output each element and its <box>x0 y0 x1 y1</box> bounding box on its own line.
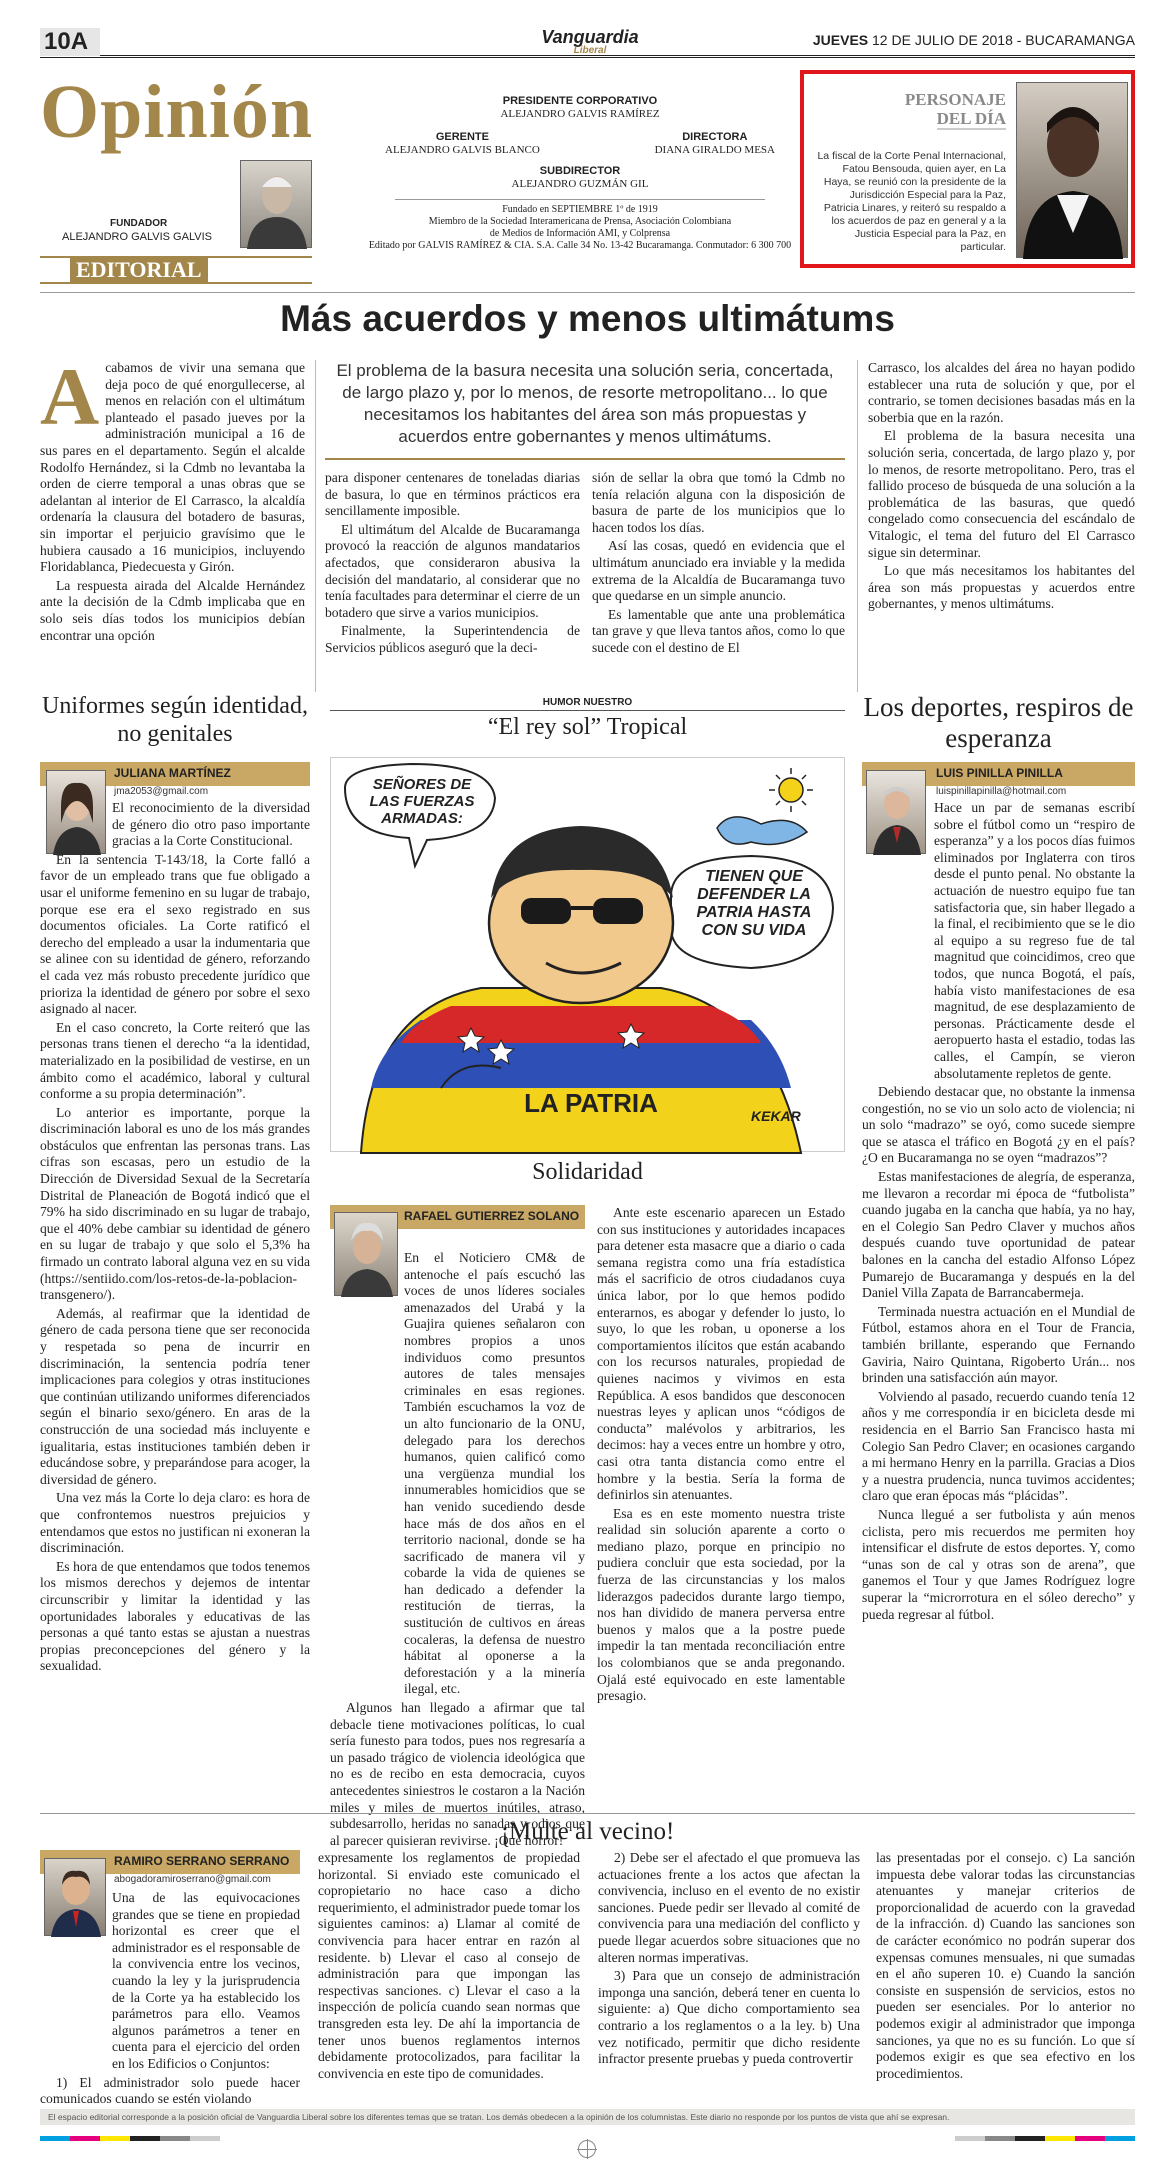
personaje-title-1: PERSONAJE <box>904 90 1006 109</box>
president-name: ALEJANDRO GALVIS RAMÍREZ <box>500 108 660 120</box>
paragraph: expresamente los reglamentos de propiedad horizontal. Si enviado este comunicado el copropietario no hace caso a dicho requerimiento, el administrador puede tomar los siguientes caminos: a) Llamar al comité de convivencia para hacer entrar en razón al residente. b) Llevar el caso al consejo de administración para que impongan las respectivas sanciones. c) Llevar el caso a la inspección de policía cuando sean normas que transgreden esta ley. De ahí la importancia de tener unos buenos reglamentos internos debidamente protocolizados, para facilitar la convivencia en este tipo de comunidades. <box>318 1850 580 2081</box>
paragraph: Esa es en este momento nuestra triste realidad sin solución aparente a corto o mediano plazo, porque en principio no pudiera concluir que esta sociedad, por la fuerza de las circunstancias y los malos liderazgos padecidos durante largo tiempo, nos han dividido de manera perversa entre buenos y malos que a la postre puede impedir la tan mentada reconciliación entre los colombianos que se anda pregonando. Ojalá esté equivocado en este lamentable presagio. <box>597 1505 845 1704</box>
paragraph: Lo anterior es importante, porque la discriminación laboral es uno de los más grandes obstáculos que enfrentan las personas trans. Las cifras son escasas, pero un estudio de la Dirección de Diversidad Sexual de la Secretaría Distrital de Planeación de Bogotá indicó que el 79% ha sido discriminado en su lugar de trabajo, que el 40% debe cambiar su identidad de género en su lugar de trabajo y que solo el 5,3% ha firmado un contrato laboral alguna vez en su vida (https://sentiido.com/los-retos-de-la-poblacion-transgenero/). <box>40 1104 310 1303</box>
founder-label: FUNDADOR <box>110 218 168 229</box>
paragraph: Una vez más la Corte lo deja claro: es hora de que confrontemos nuestros prejuicios y entendamos que estos no justifican ni exoneran la discriminación. <box>40 1490 310 1556</box>
uniformes-title: Uniformes según identidad, no genitales <box>42 693 308 747</box>
solidaridad-column-1 <box>330 1250 585 1848</box>
personaje-title <box>814 90 1006 130</box>
uniformes-author: JULIANA MARTÍNEZ <box>114 766 231 780</box>
editorial-dropcap: A <box>40 351 100 442</box>
editorial-pullquote <box>325 360 845 460</box>
paragraph: El problema de la basura necesita una solución seria, concertada, de largo plazo y, por lo menos, de resorte metropolitano. Pero, tras el fallido proceso de búsqueda de una solución a la problemática de las basuras, que quedó congelado como consecuencia del escándalo de Vitalogic, el tema del futuro del El Carrasco sigue sin determinar. <box>868 428 1135 560</box>
paragraph: 1) El administrador solo puede hacer comunicados cuando se estén violando <box>40 2074 300 2107</box>
caricatura-title: “El rey sol” Tropical <box>487 714 688 740</box>
paragraph: Debiendo destacar que, no obstante la inmensa congestión, no se vio un solo acto de violencia; ni un solo “madrazo” se oyó, como sucede siempre que se atasca el tráfico en Bogotá ¿y en el país? ¿O en Bucaramanga no se oyen “madrazos”? <box>862 1084 1135 1166</box>
personaje-del-dia <box>800 70 1135 268</box>
subdirector-name: ALEJANDRO GUZMÁN GIL <box>511 178 649 190</box>
editorial-pullquote-text: El problema de la basura necesita una solución seria, concertada, de largo plazo y, por lo menos, de resorte metropolitano... lo que necesitamos los habitantes del área son más propuestas y acuerdos entre gobernantes y menos ultimátums. <box>336 361 834 446</box>
paragraph: Una de las equivocaciones grandes que se tiene en propiedad horizontal es creer que el administrador es el responsable de la convivencia entre los vecinos, cuando la ley y la jurisprudencia de la Corte ya ha establecido los parámetros para ello. Veamos algunos parámetros a tener en cuenta para el ejercicio del orden en los Edificios o Conjuntos: <box>112 1890 300 2071</box>
page-header <box>40 28 1135 58</box>
paragraph: Lo que más necesitamos los habitantes del área son más propuestas y acuerdos entre gobernantes, y menos ultimátums. <box>868 563 1135 612</box>
paragraph: Volviendo al pasado, recuerdo cuando tenía 12 años y me correspondía ir en bicicleta desde mi residencia en el Barrio San Francisco hasta mi Colegio San Pedro Claver; en ocasiones cargando a mi hermano Henry en la parrilla. Gracias a Dios y a nuestra prudencia, nunca tuvimos accidentes; claro que eran épocas más “plácidas”. <box>862 1388 1135 1504</box>
multe-title: ¡Multe al vecino! <box>500 1818 675 1845</box>
uniformes-column <box>40 800 310 1810</box>
subdirector-label: SUBDIRECTOR <box>539 165 621 177</box>
masthead-staff <box>365 95 795 252</box>
date-day: JUEVES <box>812 32 869 48</box>
registration-mark-icon <box>578 2140 596 2158</box>
multe-author: RAMIRO SERRANO SERRANO <box>114 1854 290 1868</box>
page-date <box>813 32 1135 48</box>
paragraph: Es hora de que entendamos que todos tenemos los mismos derechos y dejemos de intentar circunscribir y limitar la identidad y las oportunidades laborales y educativas de las personas a qué tanto estas se ajustan a nuestras propias preconcepciones del género y la sexualidad. <box>40 1558 310 1674</box>
paragraph: Algunos han llegado a afirmar que tal debacle tiene motivaciones políticas, lo cual sería funesto para todos, pues nos regresaría a un pasado trágico de violencia ideológica que no es de recibo en esta democracia, cuyos antecedentes siniestros le costaron a la Nación miles y miles de muertos inútiles, atraso, subdesarrollo, heridas no sanadas y odios que al parecer quisieran revivirse. ¡Qué horror! <box>330 1700 585 1848</box>
personaje-title-2: DEL DÍA <box>936 109 1006 128</box>
solidaridad-author: RAFAEL GUTIERREZ SOLANO <box>404 1209 580 1223</box>
paragraph: Finalmente, la Superintendencia de Servicios públicos aseguró que la deci- <box>325 623 580 655</box>
paragraph: Terminada nuestra actuación en el Mundial de Fútbol, estamos ahora en el Tour de Francia, también brillante, esperando que Fernando Gaviria, Nairo Quintana, Rigoberto Urán... nos brinden una satisfacción aún mayor. <box>862 1303 1135 1386</box>
editorial-label: EDITORIAL <box>70 258 208 282</box>
paragraph: 3) Para que un consejo de administración imponga una sanción, deberá tener en cuenta lo siguiente: a) Que dicho comportamiento sea contrario a los reglamentos o a la ley. b) Una vez notificado, permitir que dicho residente infractor presente pruebas y pueda controvertir <box>598 1968 860 2067</box>
deportes-author: LUIS PINILLA PINILLA <box>936 766 1063 780</box>
paragraph: En el caso concreto, la Corte reiteró que las personas trans tienen el derecho “a la identidad, materializado en la posibilidad de vestirse, en un ámbito como el académico, laboral y cultural conforme a su propia determinación”. <box>40 1019 310 1102</box>
paragraph: Estas manifestaciones de alegría, de esperanza, me llevaron a recordar mi época de “futbolista” cuando jugaba en la cancha que había, ya no hay, en el Colegio San Pedro Claver y muchos años después cuando tuve oportunidad de patear balones en la cancha del estadio Alfonso López Pumarejo de Bucaramanga y después en la del Daniel Villa Zapata de Barrancabermeja. <box>862 1169 1135 1301</box>
editorial-column-1 <box>40 351 305 692</box>
divider <box>857 360 858 692</box>
paragraph: Es lamentable que ante una problemática tan grave y que lleva tantos años, como lo que sucede con el destino de El <box>592 606 845 655</box>
editorial-rule <box>40 292 1135 293</box>
page-number: 10A <box>40 28 100 56</box>
multe-rule <box>40 1813 1135 1814</box>
paragraph: Nunca llegué a ser futbolista y aún menos ciclista, pero mis recuerdos me permiten hoy intensificar el disfrute de estos deportes. Y, como “unas son de cal y otras son de arena”, que ganemos el Tour y que James Rodríguez logre superar la “microrrotura en el sóleo derecho” y pueda regresar al fútbol. <box>862 1506 1135 1622</box>
paragraph: 2) Debe ser el afectado el que promueva las actuaciones frente a los actos que afectan la convivencia, incluso en el evento de no existir sanciones. Puede pedir ser llevado al comité de convivencia para una mediación del conflicto y puede llegar acuerdos sobre situaciones que no alteren normas imperativas. <box>598 1850 860 1965</box>
brand-subname: Liberal <box>573 45 607 56</box>
editorial-tag <box>40 256 312 284</box>
paragraph: Así las cosas, quedó en evidencia que el ultimátum anunciado era inviable y la medida extrema de la Alcaldía de Bucaramanga tuvo que quedarse en un simple anuncio. <box>592 538 845 604</box>
personaje-portrait-icon <box>1017 83 1129 259</box>
solidaridad-column-2 <box>597 1205 845 1810</box>
personaje-text: La fiscal de la Corte Penal Internacional, Fatou Bensouda, quien ayer, en La Haya, se reunió con la presidente de la Jurisdicción Especial para la Paz, Patricia Linares, y reiteró su respaldo a los acuerdos de paz en general y a la Justicia Especial para la Paz, en particular. <box>817 150 1006 253</box>
editorial-column-4 <box>868 360 1135 692</box>
deportes-title: Los deportes, respiros de esperanza <box>863 692 1134 753</box>
founder-name: ALEJANDRO GALVIS GALVIS <box>62 231 212 243</box>
caricatura-bubble-1: SEÑORES DE LAS FUERZAS ARMADAS: <box>369 776 475 827</box>
multe-email: abogadoramiroserrano@gmail.com <box>114 1874 271 1885</box>
paragraph: El ultimátum del Alcalde de Bucaramanga provocó la reacción de algunos mandatarios afectados, que consideraron abusiva la decisión del mandatario, al considerar que no tenía facultades para determinar el cierre de un botadero que sirve a varios municipios. <box>325 521 580 620</box>
editorial-column-2 <box>325 470 580 692</box>
paragraph: cabamos de vivir una semana que deja poco de qué enorgullecerse, al menos en relación con el ultimátum planteado el pasado jueves por la administración municipal a 16 de sus pares en el departamento. Según el alcalde Rodolfo Hernández, si la Cdmb no levantaba la orden de cierre temporal a unas obras que se adelantan al interior de El Carrasco, la alcaldía ordenaría la clausura del botadero de basuras, sin importar el perjuicio gravísimo que le hubiera causado a 16 municipios, incluyendo Floridablanca, Piedecuesta y Girón. <box>40 360 305 575</box>
manager-label: GERENTE <box>435 131 489 143</box>
director-name: DIANA GIRALDO MESA <box>654 144 775 156</box>
caricatura-signature: KEKAR <box>751 1108 801 1124</box>
uniformes-email: jma2053@gmail.com <box>114 786 209 797</box>
solidaridad-title: Solidaridad <box>532 1159 643 1185</box>
caricatura-bubble-2: TIENEN QUE DEFENDER LA PATRIA HASTA CON SU VIDA <box>696 868 812 939</box>
president-label: PRESIDENTE CORPORATIVO <box>502 95 658 107</box>
founded-text: Fundado en SEPTIEMBRE 1º de 1919 <box>502 204 658 215</box>
paragraph: Ante este escenario aparecen un Estado con sus instituciones y autoridades incapaces para detener esta masacre que a diario o cada semana registra como una fría estadística más el sacrificio de otros ciudadanos cuya única labor, por lo que hemos podido enterarnos, es abogar y defender lo justo, lo suyo, lo que les roban, u oponerse a los comportamientos ilícitos que están acabando con los recursos naturales, propiedad de quienes nacimos y vivimos en esta República. A esos bandidos que desconocen nuestras leyes y aplican unos “códigos de conducta” malévolos y arbitrarios, les decimos: hay a veces entre un hombre y otro, casi otra tanta distancia como entre el hombre y la bestia. Sería la forma de definirlos sin atenuantes. <box>597 1205 845 1503</box>
caricatura-image <box>330 757 845 1152</box>
footer-disclaimer: El espacio editorial corresponde a la posición oficial de Vanguardia Liberal sobre los diferentes temas que se tratan. Los demás obedecen a la opinión de los columnistas. Este diario no responde por los puntos de vista que ahí se expresan. <box>40 2109 1135 2125</box>
edited-text: Editado por GALVIS RAMÍREZ & CIA. S.A. Calle 34 No. 13-42 Bucaramanga. Conmutador: 6 300 700 <box>368 240 792 251</box>
paragraph: Carrasco, los alcaldes del área no hayan podido establecer una ruta de solución y que, por el contrario, se tomen decisiones basadas más en la soberbia que en la razón. <box>868 360 1135 425</box>
paragraph: Además, al reafirmar que la identidad de género de cada persona tiene que ser reconocida y respetada so pena de incurrir en discriminación, la sentencia podría tener implicaciones para colegios y otras instituciones que continúan utilizando uniformes diferenciados según el binario sexo/género. En aras de la construcción de una sociedad más incluyente e igualitaria, estas instituciones también deben ir educándose sobre, y preparándose para acoger, la diversidad de género. <box>40 1305 310 1487</box>
founder-portrait-icon <box>241 161 313 249</box>
editorial-column-3 <box>592 470 845 692</box>
deportes-column <box>862 800 1135 1810</box>
paragraph: El reconocimiento de la diversidad de género dio otro paso importante gracias a la Corte Constitucional. <box>112 800 310 849</box>
multe-column-4 <box>876 1850 1135 2100</box>
caricatura-block <box>330 697 845 741</box>
multe-column-2 <box>318 1850 580 2100</box>
paragraph: sión de sellar la obra que tomó la Cdmb no tenía relación alguna con la disposición de basura de parte de los municipios que lo hacen todos los días. <box>592 470 845 535</box>
divider <box>315 360 316 692</box>
brand-name: Vanguardia <box>541 27 639 47</box>
personaje-photo <box>1016 82 1128 258</box>
caricatura-shirt-text: LA PATRIA <box>524 1088 658 1118</box>
paragraph: Hace un par de semanas escribí sobre el fútbol como un “respiro de esperanza” y a los pocos días fuimos eliminados por Inglaterra con tiros desde el punto penal. No obstante la actuación de nuestro equipo fue tan satisfactoria que, sin haber llegado a la final, el recibimiento que se le dio al equipo a su regreso fue de tal magnitud que coincidimos, creo que todos, que nunca Bogotá, el país, había visto manifestaciones de esa magnitud, de ese desplazamiento de personas. Prácticamente desde el aeropuerto hasta el estadio, todas las calles, el Campín, se vieron absolutamente repletos de gente. <box>934 800 1135 1081</box>
multe-column-3 <box>598 1850 860 2100</box>
section-title: Opinión <box>40 70 314 154</box>
director-label: DIRECTORA <box>682 131 748 143</box>
multe-column-1 <box>40 1890 300 2107</box>
founder-photo <box>240 160 312 248</box>
brand-logo <box>520 28 660 56</box>
member-text-2: de Medios de Información AMI, y Colprensa <box>489 228 671 239</box>
paragraph: las presentadas por el consejo. c) La sanción impuesta debe valorar todas las circunstancias atenuantes y manejar criterios de proporcionalidad de acuerdo con la gravedad de la infracción. d) Cuando las sanciones son de carácter económico no podrán superar dos expensas comunes mensuales, ni que sumadas en el año superen 10. e) Cuando la sanción consiste en suspensión de servicios, estos no pueden ser esenciales. Por lo anterior no podemos exigir al administrador que imponga sanciones, ya que no es su función. Lo que sí podemos exigir es que sea efectivo en los procedimientos. <box>876 1850 1135 2081</box>
paragraph: En la sentencia T-143/18, la Corte falló a favor de un empleado trans que fue obligado a usar el uniforme femenino en su lugar de trabajo, porque ese era el sexo registrado en sus documentos oficiales. La Corte ratificó el derecho del empleado a usar la indumentaria que se alinee con su identidad de género, reforzando el cada vez más robusto precedente jurídico que prioriza la identidad de género por sobre el sexo asignado al nacer. <box>40 851 310 1017</box>
manager-name: ALEJANDRO GALVIS BLANCO <box>385 144 540 156</box>
paragraph: En el Noticiero CM& de antenoche el país escuchó las voces de unos líderes sociales amenazados del Urabá y la Guajira quienes señalaron con nombres propios a unos individuos como presuntos autores de tales mensajes criminales en esas regiones. También escuchamos la voz de un alto funcionario de la ONU, delegado para los derechos humanos, quien calificó como una vergüenza mundial los innumerables homicidios que se han venido sucediendo desde hace más de dos años en el territorio nacional, donde se ha sacrificado de manera vil y cobarde la vida de quienes se han dedicado a defender la restitución de tierras, la sustitución de cultivos en áreas cocaleras, la defensa de nuestro hábitat al oponerse a la deforestación y a la minería ilegal, etc. <box>404 1250 585 1697</box>
paragraph: para disponer centenares de toneladas diarias de basura, lo que en términos prácticos era sencillamente imposible. <box>325 470 580 519</box>
editorial-headline: Más acuerdos y menos ultimátums <box>280 298 895 339</box>
date-rest: 12 DE JULIO DE 2018 - BUCARAMANGA <box>872 32 1135 48</box>
paragraph: La respuesta airada del Alcalde Hernández ante la decisión de la Cdmb implicaba que en solo seis días todos los municipios debían encontrar una opción <box>40 577 305 643</box>
deportes-email: luispinillapinilla@hotmail.com <box>936 786 1067 797</box>
caricatura-label: HUMOR NUESTRO <box>330 697 845 711</box>
member-text-1: Miembro de la Sociedad Interamericana de Prensa, Asociación Colombiana <box>428 216 732 227</box>
